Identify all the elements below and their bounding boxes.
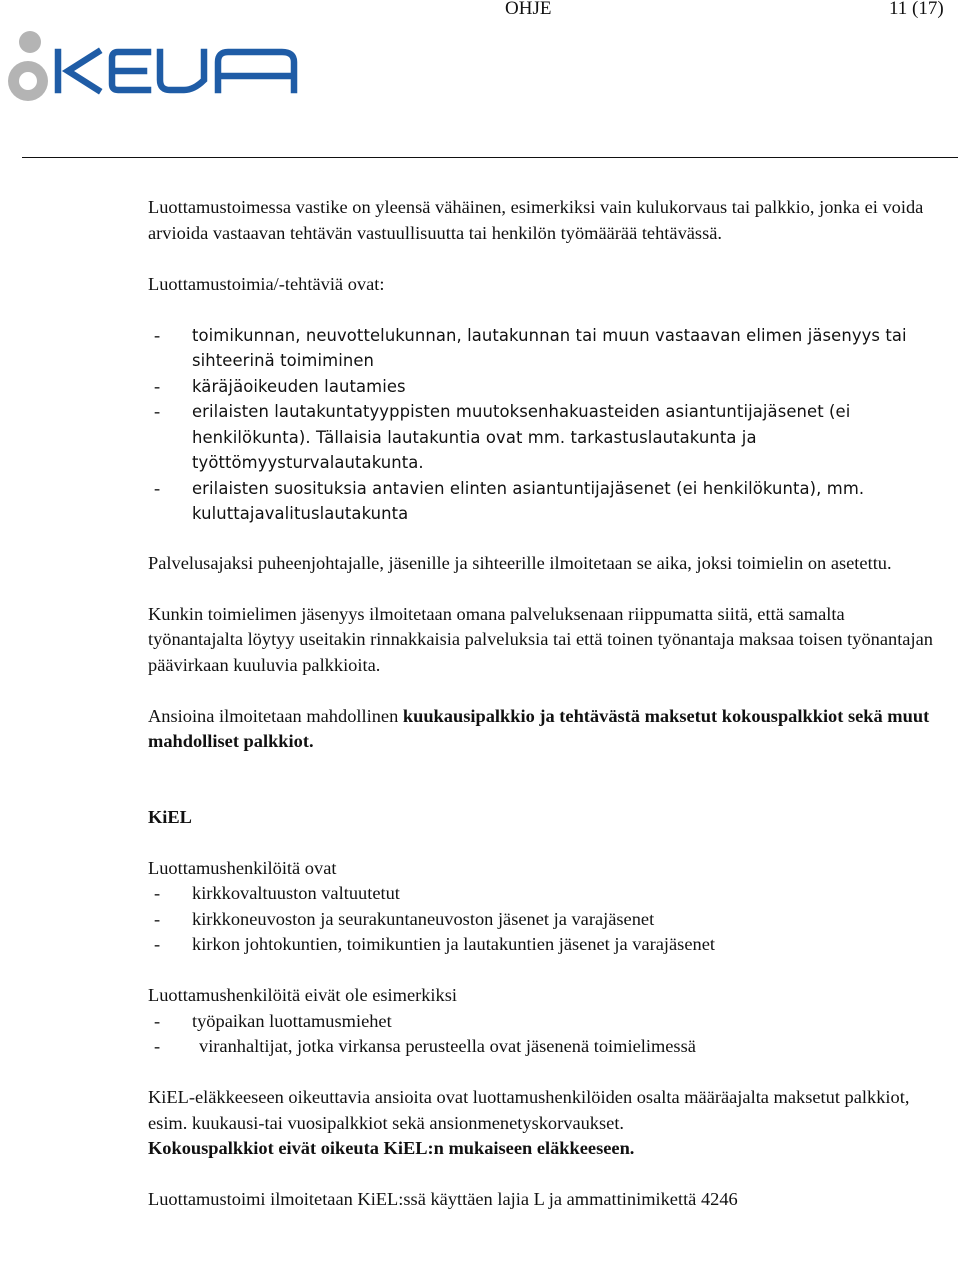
document-type-label: OHJE	[505, 0, 552, 19]
keva-logo-wordmark	[58, 52, 294, 90]
kiel-elake-paragraph: KiEL-eläkkeeseen oikeuttavia ansioita ovat luottamushenkilöiden osalta määräajalta maksetut palkkiot, esim. kuukausi-tai vuosipalkkiot sekä ansionmenetyskorvaukset. Kokouspalkkiot eivät oikeuta KiEL:n mukaiseen eläkkeeseen.	[148, 1087, 910, 1158]
list-item: - kirkon johtokuntien, toimikuntien ja lautakuntien jäsenet ja varajäsenet	[154, 934, 715, 954]
kiel-heading: KiEL	[148, 806, 192, 827]
list-item: - toimikunnan, neuvottelukunnan, lautakunnan tai muun vastaavan elimen jäsenyys tai sihteerinä toimiminen	[154, 324, 907, 370]
kiel-elake-emphasis: Kokouspalkkiot eivät oikeuta KiEL:n mukaiseen eläkkeeseen.	[148, 1138, 635, 1158]
kiel-not-list-title: Luottamushenkilöitä eivät ole esimerkiksi	[148, 985, 457, 1005]
kunkin-paragraph: Kunkin toimielimen jäsenyys ilmoitetaan omana palveluksenaan riippumatta siitä, että samalta työnantajalta löytyy useitakin rinnakkaisia palveluksia tai että toinen työnantaja maksaa toisen työnantajan päävirkaan kuuluvia palkkioita.	[148, 603, 933, 675]
list-item: - viranhaltijat, jotka virkansa perusteella ovat jäsenenä toimielimessä	[154, 1036, 696, 1056]
page-number: 11 (17)	[889, 0, 944, 19]
list-item: - erilaisten lautakuntatyyppisten muutoksenhakuasteiden asiantuntijajäsenet (ei henkilökunta). Tällaisia lautakuntia ovat mm. tarkastuslautakunta ja työttömyysturvalautakunta.	[154, 401, 851, 472]
keva-logo	[0, 24, 300, 102]
kiel-list-title: Luottamushenkilöitä ovat	[148, 857, 337, 878]
list-title: Luottamustoimia/-tehtäviä ovat:	[148, 273, 385, 294]
intro-paragraph: Luottamustoimessa vastike on yleensä vähäinen, esimerkiksi vain kulukorvaus tai palkkio, jonka ei voida arvioida vastaavan tehtävän vastuullisuutta tai henkilön työmäärää tehtävässä.	[148, 197, 924, 243]
list-item: - kirkkoneuvoston ja seurakuntaneuvoston jäsenet ja varajäsenet	[154, 908, 655, 929]
list-item: - työpaikan luottamusmiehet	[154, 1010, 392, 1031]
document-body	[148, 195, 938, 1213]
luottamustoimet-list	[148, 323, 938, 527]
kiel-luottamushenkilot-list	[148, 881, 938, 958]
palvelusajaksi-paragraph: Palvelusajaksi puheenjohtajalle, jäsenille ja sihteerille ilmoitetaan se aika, joksi toimielin on asetettu.	[148, 552, 892, 573]
header-divider	[22, 157, 958, 158]
list-item: - erilaisten suosituksia antavien elinten asiantuntijajäsenet (ei henkilökunta), mm. kuluttajavalituslautakunta	[154, 477, 865, 523]
kiel-final-paragraph: Luottamustoimi ilmoitetaan KiEL:ssä käyttäen lajia L ja ammattinimikettä 4246	[148, 1189, 738, 1209]
ansioina-paragraph: Ansioina ilmoitetaan mahdollinen kuukausipalkkio ja tehtävästä maksetut kokouspalkkiot sekä muut mahdolliset palkkiot.	[148, 705, 930, 751]
list-item: - käräjäoikeuden lautamies	[154, 375, 406, 396]
kiel-ei-luottamushenkilot-list	[148, 1009, 938, 1060]
ansioina-emphasis: kuukausipalkkio ja tehtävästä maksetut kokouspalkkiot sekä muut mahdolliset palkkiot.	[148, 705, 930, 751]
keva-logo-symbol	[8, 31, 48, 101]
list-item: - kirkkovaltuuston valtuutetut	[154, 883, 400, 903]
